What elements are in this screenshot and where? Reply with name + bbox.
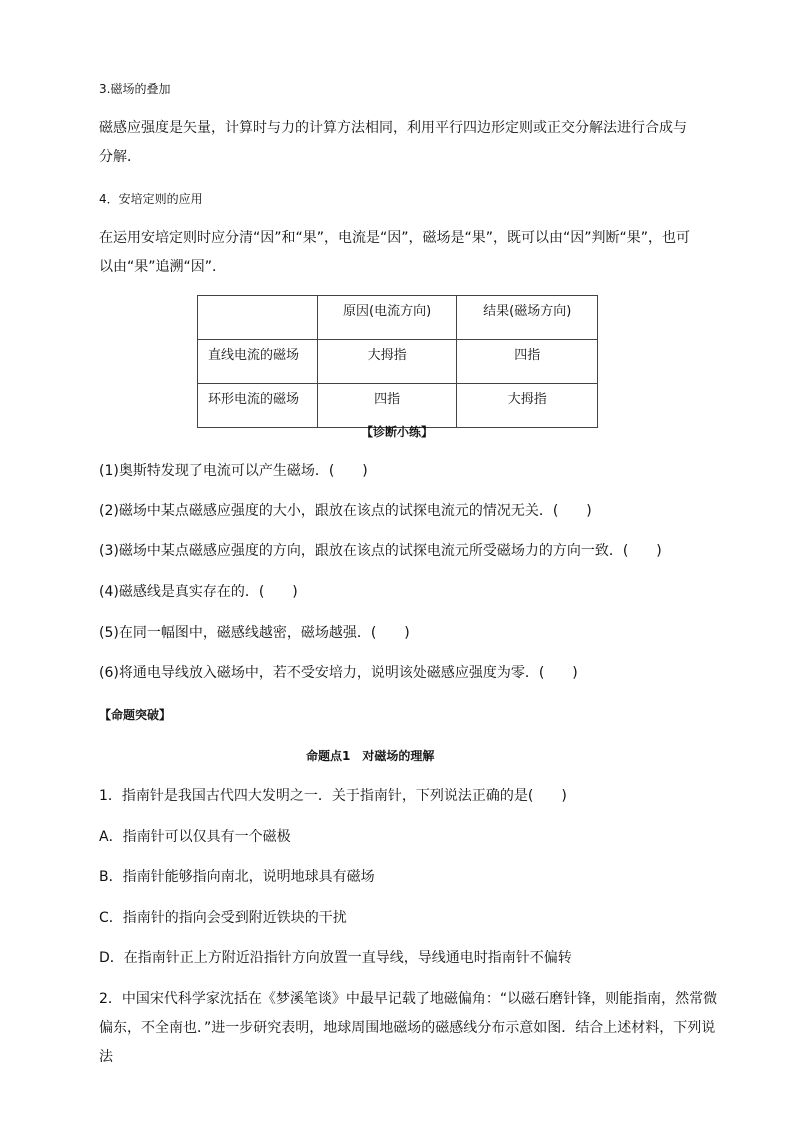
table-header-cell bbox=[198, 296, 318, 340]
proposition-subtitle: 命题点1 对磁场的理解 bbox=[306, 749, 435, 763]
table-header-cell: 结果(磁场方向) bbox=[457, 296, 598, 340]
question-1-option-b: B．指南针能够指向南北，说明地球具有磁场 bbox=[99, 869, 375, 885]
section-3-body: 磁感应强度是矢量，计算时与力的计算方法相同，利用平行四边形定则或正交分解法进行合成与分解． bbox=[99, 120, 687, 165]
table-row bbox=[198, 384, 598, 428]
table-row bbox=[198, 340, 598, 384]
table-cell: 四指 bbox=[317, 384, 457, 428]
diagnose-item: (3)磁场中某点磁感应强度的方向，跟放在该点的试探电流元所受磁场力的方向一致．( ) bbox=[99, 543, 662, 559]
table-cell: 环形电流的磁场 bbox=[198, 384, 318, 428]
question-1-stem: 1．指南针是我国古代四大发明之一．关于指南针，下列说法正确的是( ) bbox=[99, 788, 567, 804]
table-cell: 大拇指 bbox=[317, 340, 457, 384]
diagnose-item: (2)磁场中某点磁感应强度的大小，跟放在该点的试探电流元的情况无关．( ) bbox=[99, 503, 592, 519]
diagnose-item: (5)在同一幅图中，磁感线越密，磁场越强．( ) bbox=[99, 625, 410, 641]
table-cell: 大拇指 bbox=[457, 384, 598, 428]
diagnose-item: (6)将通电导线放入磁场中，若不受安培力，说明该处磁感应强度为零．( ) bbox=[99, 665, 578, 681]
diagnose-item: (4)磁感线是真实存在的．( ) bbox=[99, 584, 298, 600]
table-cell: 四指 bbox=[457, 340, 598, 384]
breakthrough-title: 【命题突破】 bbox=[99, 708, 172, 722]
ampere-rule-table bbox=[197, 295, 598, 428]
section-4-heading: 4．安培定则的应用 bbox=[99, 192, 203, 206]
table-header-row bbox=[198, 296, 598, 340]
question-1-option-c: C．指南针的指向会受到附近铁块的干扰 bbox=[99, 910, 347, 926]
table-header-cell: 原因(电流方向) bbox=[317, 296, 457, 340]
question-1-option-d: D．在指南针正上方附近沿指针方向放置一直导线，导线通电时指南针不偏转 bbox=[99, 950, 572, 966]
question-1-option-a: A．指南针可以仅具有一个磁极 bbox=[99, 829, 291, 845]
question-2-stem: 2．中国宋代科学家沈括在《梦溪笔谈》中最早记载了地磁偏角：“以磁石磨针锋，则能指南，然常微偏东，不全南也．”进一步研究表明，地球周围地磁场的磁感线分布示意如图．结合上述材料，下列说法 bbox=[99, 991, 718, 1065]
diagnose-item: (1)奥斯特发现了电流可以产生磁场．( ) bbox=[99, 463, 368, 479]
section-3-heading: 3.磁场的叠加 bbox=[99, 82, 171, 96]
section-4-body: 在运用安培定则时应分清“因”和“果”，电流是“因”，磁场是“果”，既可以由“因”判断“果”，也可以由“果”追溯“因”． bbox=[99, 230, 691, 275]
diagnose-title: 【诊断小练】 bbox=[361, 425, 434, 439]
table-cell: 直线电流的磁场 bbox=[198, 340, 318, 384]
